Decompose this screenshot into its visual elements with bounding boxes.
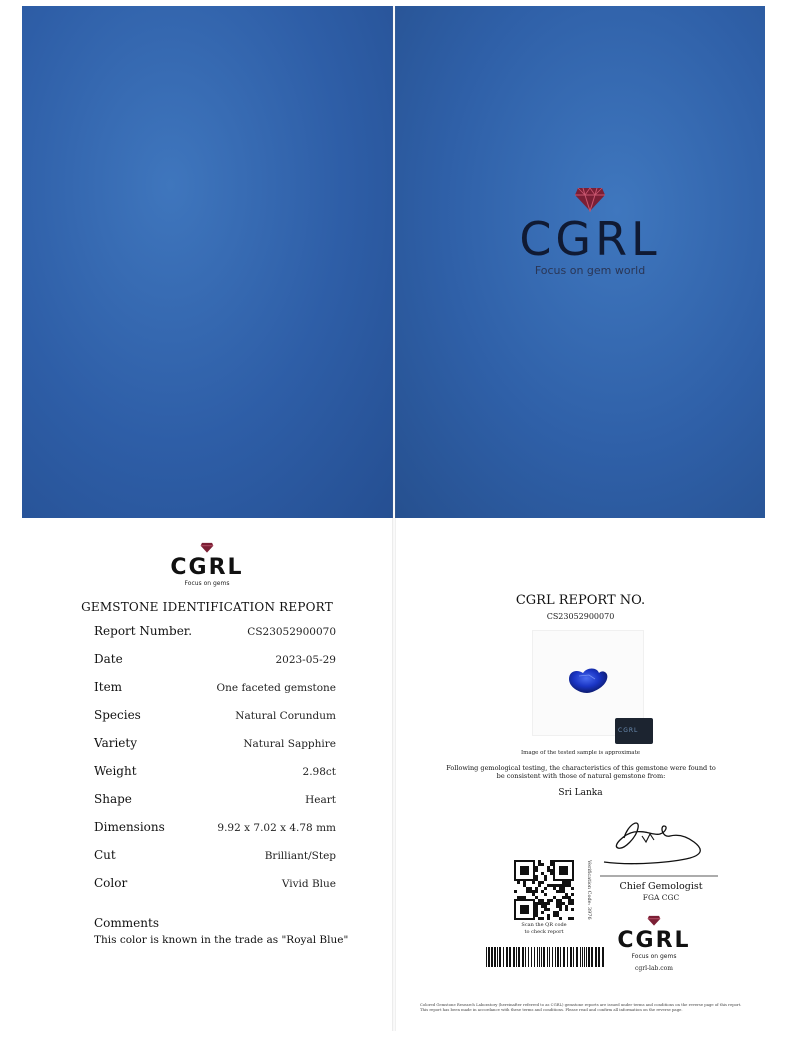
detail-label: Color <box>94 876 128 890</box>
report-panel <box>396 518 765 1031</box>
qr-caption-line: to check report <box>524 928 564 935</box>
qr-code[interactable] <box>514 860 574 920</box>
detail-row <box>94 736 336 764</box>
report-card-thumbnail <box>615 718 653 744</box>
website-link[interactable]: cgrl-lab.com <box>635 965 673 972</box>
origin-statement: Following gemological testing, the characteristics of this gemstone were found to be consistent with those of natural gemstone from: <box>446 764 716 781</box>
report-tagline: Focus on gems <box>631 953 677 960</box>
barcode <box>486 947 604 967</box>
detail-value: Vivid Blue <box>281 878 336 890</box>
cover-right <box>395 6 765 518</box>
report-wordmark: CGRL <box>617 928 691 953</box>
detail-value: Brilliant/Step <box>264 850 336 862</box>
qr-caption <box>504 922 584 935</box>
detail-row <box>94 876 336 904</box>
panel-logo <box>167 538 247 587</box>
report-logo <box>614 911 694 960</box>
card-label: CGRL <box>618 727 639 734</box>
report-title: GEMSTONE IDENTIFICATION REPORT <box>81 600 333 614</box>
cover-logo <box>505 186 675 277</box>
qr-caption-line: Scan the QR code <box>521 922 567 928</box>
diamond-icon <box>574 186 606 212</box>
diamond-icon <box>647 915 661 926</box>
detail-row <box>94 652 336 680</box>
detail-label: Species <box>94 708 141 722</box>
identification-panel <box>22 518 392 1031</box>
detail-label: Shape <box>94 792 132 806</box>
signatory-credentials: FGA CGC <box>642 893 680 902</box>
detail-value: CS23052900070 <box>247 626 336 638</box>
panel-wordmark: CGRL <box>170 555 244 580</box>
detail-row <box>94 792 336 820</box>
detail-value: One faceted gemstone <box>216 682 336 694</box>
detail-label: Weight <box>94 764 137 778</box>
detail-row <box>94 708 336 736</box>
detail-value: 2023-05-29 <box>275 654 336 666</box>
detail-row <box>94 624 336 652</box>
cover-left <box>22 6 393 518</box>
panel-tagline: Focus on gems <box>184 580 230 587</box>
signature-image <box>594 810 724 880</box>
comments-label: Comments <box>94 916 159 930</box>
detail-label: Report Number. <box>94 624 193 638</box>
detail-value: 9.92 x 7.02 x 4.78 mm <box>217 822 336 834</box>
report-number: CS23052900070 <box>546 612 615 621</box>
detail-value: 2.98ct <box>302 766 336 778</box>
verification-code: Verification Code: 3976 <box>586 860 592 920</box>
report-no-title: CGRL REPORT NO. <box>515 593 646 608</box>
detail-row <box>94 764 336 792</box>
detail-label: Date <box>94 652 123 666</box>
detail-label: Dimensions <box>94 820 165 834</box>
certificate-folder <box>22 6 765 1031</box>
cover-wordmark: CGRL <box>519 212 661 266</box>
diamond-icon <box>200 542 214 553</box>
cover-tagline: Focus on gem world <box>534 264 646 277</box>
detail-label: Cut <box>94 848 116 862</box>
details-table <box>94 624 336 904</box>
comments-text: This color is known in the trade as "Royal Blue" <box>94 934 349 946</box>
image-caption: Image of the tested sample is approximate <box>520 750 641 756</box>
detail-row <box>94 820 336 848</box>
legal-footnote: Colored Gemstone Research Laboratory (hereinafter referred to as CGRL) gemstone reports are issued under terms and conditions on the reverse page of this report. This report has been made in accordance with these terms and conditions. Please read and confirm all information on the reverse page. <box>420 1002 742 1013</box>
detail-row <box>94 848 336 876</box>
detail-value: Heart <box>305 794 336 806</box>
comments-section <box>94 916 374 946</box>
origin-country: Sri Lanka <box>558 788 603 798</box>
detail-label: Item <box>94 680 123 694</box>
detail-value: Natural Sapphire <box>243 738 336 750</box>
signatory-title: Chief Gemologist <box>619 881 703 892</box>
detail-value: Natural Corundum <box>235 710 336 722</box>
detail-row <box>94 680 336 708</box>
detail-label: Variety <box>94 736 137 750</box>
